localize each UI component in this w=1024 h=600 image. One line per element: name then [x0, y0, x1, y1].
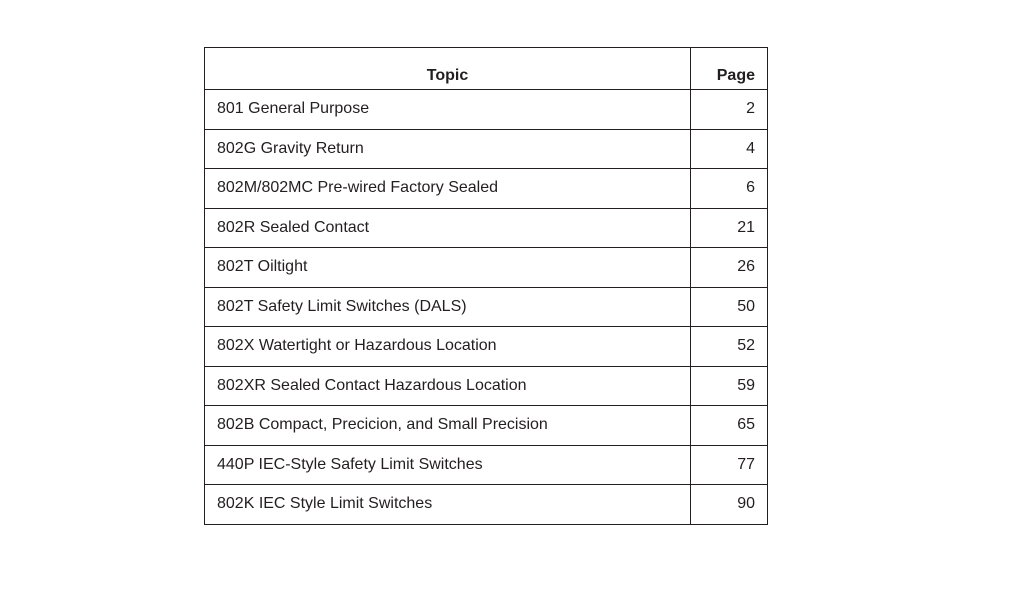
topic-cell: 802T Safety Limit Switches (DALS)	[205, 287, 691, 327]
table-header	[205, 48, 768, 90]
table-row	[205, 406, 768, 446]
page-number-cell: 50	[691, 287, 768, 327]
topic-column-header: Topic	[205, 48, 691, 90]
page-number-cell: 4	[691, 129, 768, 169]
page-number-cell: 59	[691, 366, 768, 406]
table-row	[205, 169, 768, 209]
topic-cell: 802B Compact, Precicion, and Small Precision	[205, 406, 691, 446]
page-number-cell: 52	[691, 327, 768, 367]
page-number-cell: 26	[691, 248, 768, 288]
table-of-contents	[204, 47, 768, 525]
table-body	[205, 90, 768, 525]
table-row	[205, 366, 768, 406]
topic-cell: 440P IEC-Style Safety Limit Switches	[205, 445, 691, 485]
topic-cell: 802R Sealed Contact	[205, 208, 691, 248]
table-row	[205, 287, 768, 327]
page-number-cell: 21	[691, 208, 768, 248]
page-column-header: Page	[691, 48, 768, 90]
table-row	[205, 445, 768, 485]
page-number-cell: 77	[691, 445, 768, 485]
topic-cell: 801 General Purpose	[205, 90, 691, 130]
page-number-cell: 6	[691, 169, 768, 209]
table-row	[205, 485, 768, 525]
page-number-cell: 65	[691, 406, 768, 446]
topic-cell: 802K IEC Style Limit Switches	[205, 485, 691, 525]
table-row	[205, 90, 768, 130]
topic-cell: 802M/802MC Pre-wired Factory Sealed	[205, 169, 691, 209]
topic-cell: 802XR Sealed Contact Hazardous Location	[205, 366, 691, 406]
page-number-cell: 90	[691, 485, 768, 525]
header-row	[205, 48, 768, 90]
table-row	[205, 327, 768, 367]
table-row	[205, 248, 768, 288]
page-number-cell: 2	[691, 90, 768, 130]
topic-cell: 802G Gravity Return	[205, 129, 691, 169]
topic-cell: 802T Oiltight	[205, 248, 691, 288]
topic-cell: 802X Watertight or Hazardous Location	[205, 327, 691, 367]
table-row	[205, 208, 768, 248]
table-row	[205, 129, 768, 169]
